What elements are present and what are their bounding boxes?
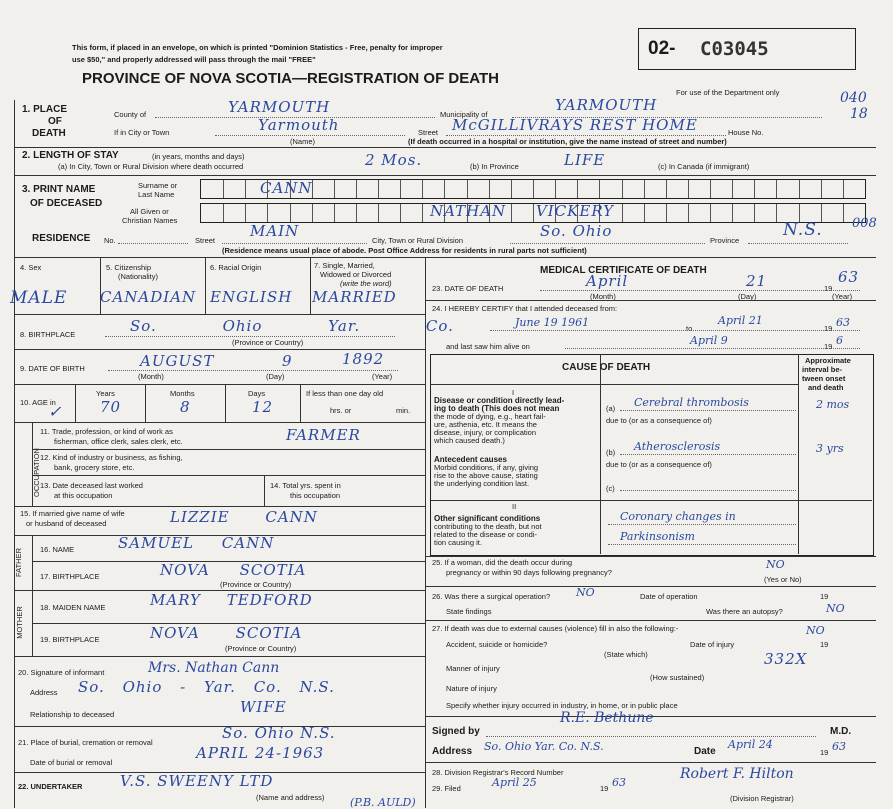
residence-city-label: City, Town or Rural Division (372, 236, 463, 245)
stay-line-c: (c) In Canada (if immigrant) (658, 162, 750, 171)
grid-cell-divider (821, 180, 822, 198)
registrar-signature: Robert F. Hilton (680, 766, 794, 782)
citizenship-label: 5. Citizenship (106, 263, 152, 272)
yes-no-caption: (Yes or No) (764, 575, 802, 584)
form-number: C03045 (700, 38, 769, 60)
mother-caption: (Province or Country) (225, 644, 297, 653)
grid-cell-divider (356, 180, 357, 198)
dept-use-label: For use of the Department only (676, 88, 780, 97)
filed-year-value: 63 (612, 776, 626, 789)
due-to-2: due to (or as a consequence of) (606, 460, 712, 469)
operation-year-prefix: 19 (820, 592, 829, 601)
registrar-caption: (Division Registrar) (730, 794, 794, 803)
cause-b-interval: 3 yrs (816, 442, 844, 455)
other-value-1: Coronary changes in (620, 510, 736, 523)
name-label-1: 3. PRINT NAME (22, 184, 96, 195)
dob-day-caption: (Day) (266, 372, 285, 381)
antecedent-line-1: Antecedent causes (434, 455, 507, 464)
undertaker-extra: (P.B. AULD) (350, 796, 416, 809)
dept-code-1: 040 (840, 90, 867, 106)
marital-label-3: (write the word) (340, 279, 392, 288)
residence-street-value: MAIN (250, 222, 300, 240)
physician-year-value: 63 (832, 740, 846, 753)
dob-label: 9. DATE OF BIRTH (20, 364, 85, 373)
grid-cell-divider (334, 204, 335, 222)
md-label: M.D. (830, 726, 852, 737)
how-sustained-caption: (How sustained) (650, 673, 705, 682)
attended-to-value: April 21 (718, 314, 763, 327)
death-month-value: April (586, 272, 629, 290)
father-birthplace-label: 17. BIRTHPLACE (40, 572, 100, 581)
grid-cell-divider (754, 180, 755, 198)
racial-value: ENGLISH (210, 288, 293, 306)
grid-cell-divider (223, 204, 224, 222)
q24-label: 24. I HEREBY CERTIFY that I attended deceased from: (432, 304, 618, 313)
grid-cell-divider (245, 204, 246, 222)
grid-cell-divider (290, 204, 291, 222)
grid-cell-divider (622, 204, 623, 222)
grid-cell-divider (843, 180, 844, 198)
father-name-value: SAMUEL CANN (118, 534, 275, 552)
interval-label-4: and death (808, 383, 844, 392)
other-line-2: contributing to the death, but not (434, 522, 542, 531)
name-label-2: OF DECEASED (30, 198, 103, 209)
manner-label: Manner of injury (446, 664, 500, 673)
grid-cell-divider (843, 204, 844, 222)
last-saw-value: April 9 (690, 334, 728, 347)
burial-date-label: Date of burial or removal (30, 758, 113, 767)
hospital-note: (If death occurred in a hospital or institution, give the name instead of street and number) (408, 137, 727, 146)
racial-label: 6. Racial Origin (210, 263, 262, 272)
grid-cell-divider (666, 180, 667, 198)
stay-label: 2. LENGTH OF STAY (22, 150, 119, 161)
marital-label-2: Widowed or Divorced (320, 270, 392, 279)
q27-label: 27. If death was due to external causes (violence) fill in also the following:- (432, 624, 679, 633)
specify-label: Specify whether injury occurred in industry, in home, or in public place (446, 701, 678, 710)
grid-cell-divider (312, 204, 313, 222)
grid-cell-divider (776, 204, 777, 222)
father-birthplace-value: NOVA SCOTIA (160, 561, 307, 579)
q14-line1: 14. Total yrs. spent in (270, 481, 341, 490)
relationship-value: WIFE (240, 698, 287, 716)
disease-line-4: ure, asthenia, etc. It means the (434, 420, 537, 429)
dob-day-value: 9 (282, 352, 293, 370)
death-year-prefix: 19 (824, 284, 833, 293)
burial-place-value: So. Ohio N.S. (222, 724, 336, 742)
marital-value: MARRIED (312, 288, 397, 306)
q12-line2: bank, grocery store, etc. (54, 463, 135, 472)
filed-year-prefix: 19 (600, 784, 609, 793)
stay-value-a: 2 Mos. (365, 151, 423, 169)
city-value: Yarmouth (258, 116, 340, 134)
q26-value: NO (576, 586, 595, 599)
cause-a-value: Cerebral thrombosis (634, 396, 749, 409)
autopsy-label: Was there an autopsy? (706, 607, 783, 616)
age-checkmark: ✓ (48, 402, 62, 421)
form-code: 02- (648, 38, 676, 59)
interval-label-2: interval be- (802, 365, 843, 374)
surname-label-2: Last Name (138, 190, 175, 199)
place-label-2: OF (48, 116, 62, 127)
grid-cell-divider (644, 180, 645, 198)
grid-cell-divider (577, 180, 578, 198)
stay-line-b: (b) In Province (470, 162, 519, 171)
burial-date-value: APRIL 24-1963 (196, 744, 325, 762)
last-saw-year-prefix: 19 (824, 342, 833, 351)
mother-birthplace-label: 19. BIRTHPLACE (40, 635, 100, 644)
surname-label-1: Surname or (138, 181, 178, 190)
q23-label: 23. DATE OF DEATH (432, 284, 504, 293)
antecedent-line-2: Morbid conditions, if any, giving (434, 463, 539, 472)
relationship-label: Relationship to deceased (30, 710, 115, 719)
city-name-caption: (Name) (290, 137, 316, 146)
roman-two: II (512, 502, 517, 511)
physician-address-value: So. Ohio Yar. Co. N.S. (484, 740, 604, 753)
grid-cell-divider (489, 180, 490, 198)
dob-year-value: 1892 (342, 350, 385, 368)
father-side-label: FATHER (14, 547, 24, 578)
physician-date-value: April 24 (728, 738, 773, 751)
physician-date-label: Date (694, 746, 716, 757)
grid-cell-divider (666, 204, 667, 222)
cause-b-value: Atherosclerosis (634, 440, 721, 453)
interval-label-1: Approximate (805, 356, 851, 365)
occupation-value: FARMER (286, 426, 361, 444)
disease-line-3: the mode of dying, e.g., heart fail- (434, 412, 546, 421)
grid-cell-divider (799, 180, 800, 198)
q13-line2: at this occupation (54, 491, 113, 500)
grid-cell-divider (710, 180, 711, 198)
physician-year-prefix: 19 (820, 748, 829, 757)
grid-cell-divider (467, 180, 468, 198)
county-label: County of (114, 110, 147, 119)
grid-cell-divider (422, 204, 423, 222)
sex-label: 4. Sex (20, 263, 42, 272)
q14-line2: this occupation (290, 491, 341, 500)
antecedent-line-4: the underlying condition last. (434, 479, 530, 488)
grid-cell-divider (267, 204, 268, 222)
surname-value: CANN (260, 179, 313, 197)
given-label-2: Christian Names (122, 216, 178, 225)
grid-cell-divider (732, 204, 733, 222)
undertaker-label: 22. UNDERTAKER (18, 782, 83, 791)
undertaker-caption: (Name and address) (256, 793, 325, 802)
grid-cell-divider (622, 180, 623, 198)
state-findings-label: State findings (446, 607, 492, 616)
q25-line2: pregnancy or within 90 days following pregnancy? (446, 568, 612, 577)
mother-side-label: MOTHER (14, 606, 24, 639)
birthplace-caption: (Province or Country) (232, 338, 304, 347)
house-label: House No. (728, 128, 764, 137)
age-days-label: Days (248, 389, 266, 398)
grid-cell-divider (422, 180, 423, 198)
death-day-caption: (Day) (738, 292, 757, 301)
cause-a-label: (a) (606, 404, 616, 413)
q27-value: NO (806, 624, 825, 637)
place-label-1: 1. PLACE (22, 104, 68, 115)
father-caption: (Province or Country) (220, 580, 292, 589)
other-value-2: Parkinsonism (620, 530, 695, 543)
q25-value: NO (766, 558, 785, 571)
grid-cell-divider (644, 204, 645, 222)
informant-address-value: So. Ohio - Yar. Co. N.S. (78, 678, 335, 696)
death-year-caption: (Year) (832, 292, 853, 301)
age-day-note-1: If less than one day old (306, 389, 384, 398)
age-days-value: 12 (252, 398, 274, 416)
q29-label: 29. Filed (432, 784, 461, 793)
age-years-label: Years (96, 389, 115, 398)
residence-province-label: Province (710, 236, 740, 245)
grid-cell-divider (356, 204, 357, 222)
disease-line-5: disease, injury, or complication (434, 428, 536, 437)
stay-unit-note: (in years, months and days) (152, 152, 245, 161)
age-day-note-2: hrs. or (330, 406, 352, 415)
other-line-3: related to the disease or condi- (434, 530, 537, 539)
grid-cell-divider (400, 204, 401, 222)
q11-line1: 11. Trade, profession, or kind of work as (40, 427, 173, 436)
birthplace-label: 8. BIRTHPLACE (20, 330, 76, 339)
q13-line1: 13. Date deceased last worked (40, 481, 143, 490)
residence-note: (Residence means usual place of abode. Post Office Address for residents in rural parts not sufficient) (222, 246, 587, 255)
grid-cell-divider (378, 204, 379, 222)
disease-line-1: Disease or condition directly lead- (434, 396, 565, 405)
grid-cell-divider (732, 180, 733, 198)
municipality-value: YARMOUTH (555, 96, 658, 114)
grid-cell-divider (555, 180, 556, 198)
age-label: 10. AGE in (20, 398, 56, 407)
grid-cell-divider (688, 180, 689, 198)
attended-from-value: June 19 1961 (515, 316, 590, 329)
residence-city-value: So. Ohio (540, 222, 613, 240)
given-names-value: NATHAN VICKERY (430, 202, 615, 220)
disease-line-2: ing to death (This does not mean (434, 404, 560, 413)
interval-label-3: tween onset (802, 374, 846, 383)
mother-maiden-value: MARY TEDFORD (150, 591, 313, 609)
spouse-value: LIZZIE CANN (170, 508, 318, 526)
q28-label: 28. Division Registrar's Record Number (432, 768, 564, 777)
death-year-value: 63 (838, 268, 860, 286)
birthplace-value: So. Ohio Yar. Co. (130, 317, 454, 335)
grid-cell-divider (444, 180, 445, 198)
attended-to-label: to (686, 324, 693, 333)
city-label: If in City or Town (114, 128, 170, 137)
last-saw-year: 6 (836, 334, 843, 347)
cause-title: CAUSE OF DEATH (562, 362, 651, 373)
grid-cell-divider (334, 180, 335, 198)
grid-cell-divider (223, 180, 224, 198)
place-label-3: DEATH (32, 128, 66, 139)
residence-label: RESIDENCE (32, 233, 91, 244)
informant-signature: Mrs. Nathan Cann (148, 660, 280, 676)
state-which-caption: (State which) (604, 650, 648, 659)
q26-label: 26. Was there a surgical operation? (432, 592, 551, 601)
residence-street-label: Street (195, 236, 216, 245)
medical-title: MEDICAL CERTIFICATE OF DEATH (540, 265, 707, 276)
injury-date-label: Date of injury (690, 640, 735, 649)
cause-a-interval: 2 mos (816, 398, 850, 411)
county-value: YARMOUTH (228, 98, 331, 116)
burial-place-label: 21. Place of burial, cremation or removal (18, 738, 153, 747)
q12-line1: 12. Kind of industry or business, as fishing, (40, 453, 183, 462)
grid-cell-divider (378, 180, 379, 198)
physician-address-label: Address (432, 746, 473, 757)
spouse-label-2: or husband of deceased (26, 519, 107, 528)
residence-no-label: No. (104, 236, 116, 245)
dob-month-value: AUGUST (140, 352, 215, 370)
physician-signature: R.E. Bethune (560, 710, 654, 726)
injury-year-prefix: 19 (820, 640, 829, 649)
grid-cell-divider (754, 204, 755, 222)
filed-value: April 25 (492, 776, 537, 789)
accident-label: Accident, suicide or homicide? (446, 640, 548, 649)
grid-cell-divider (776, 180, 777, 198)
q25-line1: 25. If a woman, did the death occur during (432, 558, 573, 567)
attended-year-prefix: 19 (824, 324, 833, 333)
occupation-side-label: OCCUPATION (31, 448, 41, 497)
grid-cell-divider (688, 204, 689, 222)
mail-notice-line1: This form, if placed in an envelope, on which is printed "Dominion Statistics - Free, penalty for improper (72, 43, 443, 52)
operation-date-label: Date of operation (640, 592, 698, 601)
given-label-1: All Given or (130, 207, 169, 216)
death-day-value: 21 (746, 272, 768, 290)
stay-value-b: LIFE (564, 151, 606, 169)
grid-cell-divider (400, 180, 401, 198)
page-title: PROVINCE OF NOVA SCOTIA—REGISTRATION OF DEATH (82, 70, 499, 87)
last-saw-label: and last saw him alive on (446, 342, 530, 351)
autopsy-value: NO (826, 602, 845, 615)
street-label: Street (418, 128, 439, 137)
grid-cell-divider (533, 180, 534, 198)
mother-maiden-label: 18. MAIDEN NAME (40, 603, 106, 612)
q11-line2: fisherman, office clerk, sales clerk, etc. (54, 437, 183, 446)
residence-province-value: N.S. (783, 220, 823, 240)
informant-sig-label: 20. Signature of informant (18, 668, 105, 677)
residence-dept-code: 008 (852, 216, 877, 231)
cause-b-label: (b) (606, 448, 616, 457)
dob-month-caption: (Month) (138, 372, 164, 381)
father-name-label: 16. NAME (40, 545, 75, 554)
roman-one: I (512, 388, 515, 397)
grid-cell-divider (511, 180, 512, 198)
mother-birthplace-value: NOVA SCOTIA (150, 624, 303, 642)
cause-c-label: (c) (606, 484, 615, 493)
grid-cell-divider (245, 180, 246, 198)
undertaker-value: V.S. SWEENY LTD (120, 772, 274, 790)
spouse-label-1: 15. If married give name of wife (20, 509, 125, 518)
stay-line-a: (a) In City, Town or Rural Division where death occurred (58, 162, 244, 171)
age-years-value: 70 (100, 398, 122, 416)
dob-year-caption: (Year) (372, 372, 393, 381)
mail-notice-line2: use $50," and properly addressed will pass through the mail "FREE" (72, 55, 316, 64)
marital-label-1: 7. Single, Married, (314, 261, 375, 270)
death-month-caption: (Month) (590, 292, 616, 301)
grid-cell-divider (710, 204, 711, 222)
informant-address-label: Address (30, 688, 58, 697)
other-line-1: Other significant conditions (434, 514, 541, 523)
signed-by-label: Signed by (432, 726, 480, 737)
disease-line-6: which caused death.) (434, 436, 505, 445)
age-months-value: 8 (180, 398, 191, 416)
age-day-note-3: min. (396, 406, 411, 415)
sex-value: MALE (10, 288, 68, 308)
nature-label: Nature of injury (446, 684, 497, 693)
citizenship-sub: (Nationality) (118, 272, 159, 281)
manner-mark: 332X (764, 650, 808, 668)
antecedent-line-3: rise to the above cause, stating (434, 471, 538, 480)
citizenship-value: CANADIAN (100, 288, 197, 306)
age-months-label: Months (170, 389, 195, 398)
attended-to-year: 63 (836, 316, 850, 329)
other-line-4: tion causing it. (434, 538, 482, 547)
due-to-1: due to (or as a consequence of) (606, 416, 712, 425)
grid-cell-divider (599, 180, 600, 198)
dept-code-2: 18 (850, 106, 868, 122)
street-value: McGILLIVRAYS REST HOME (452, 116, 698, 134)
municipality-label: Municipality of (440, 110, 488, 119)
